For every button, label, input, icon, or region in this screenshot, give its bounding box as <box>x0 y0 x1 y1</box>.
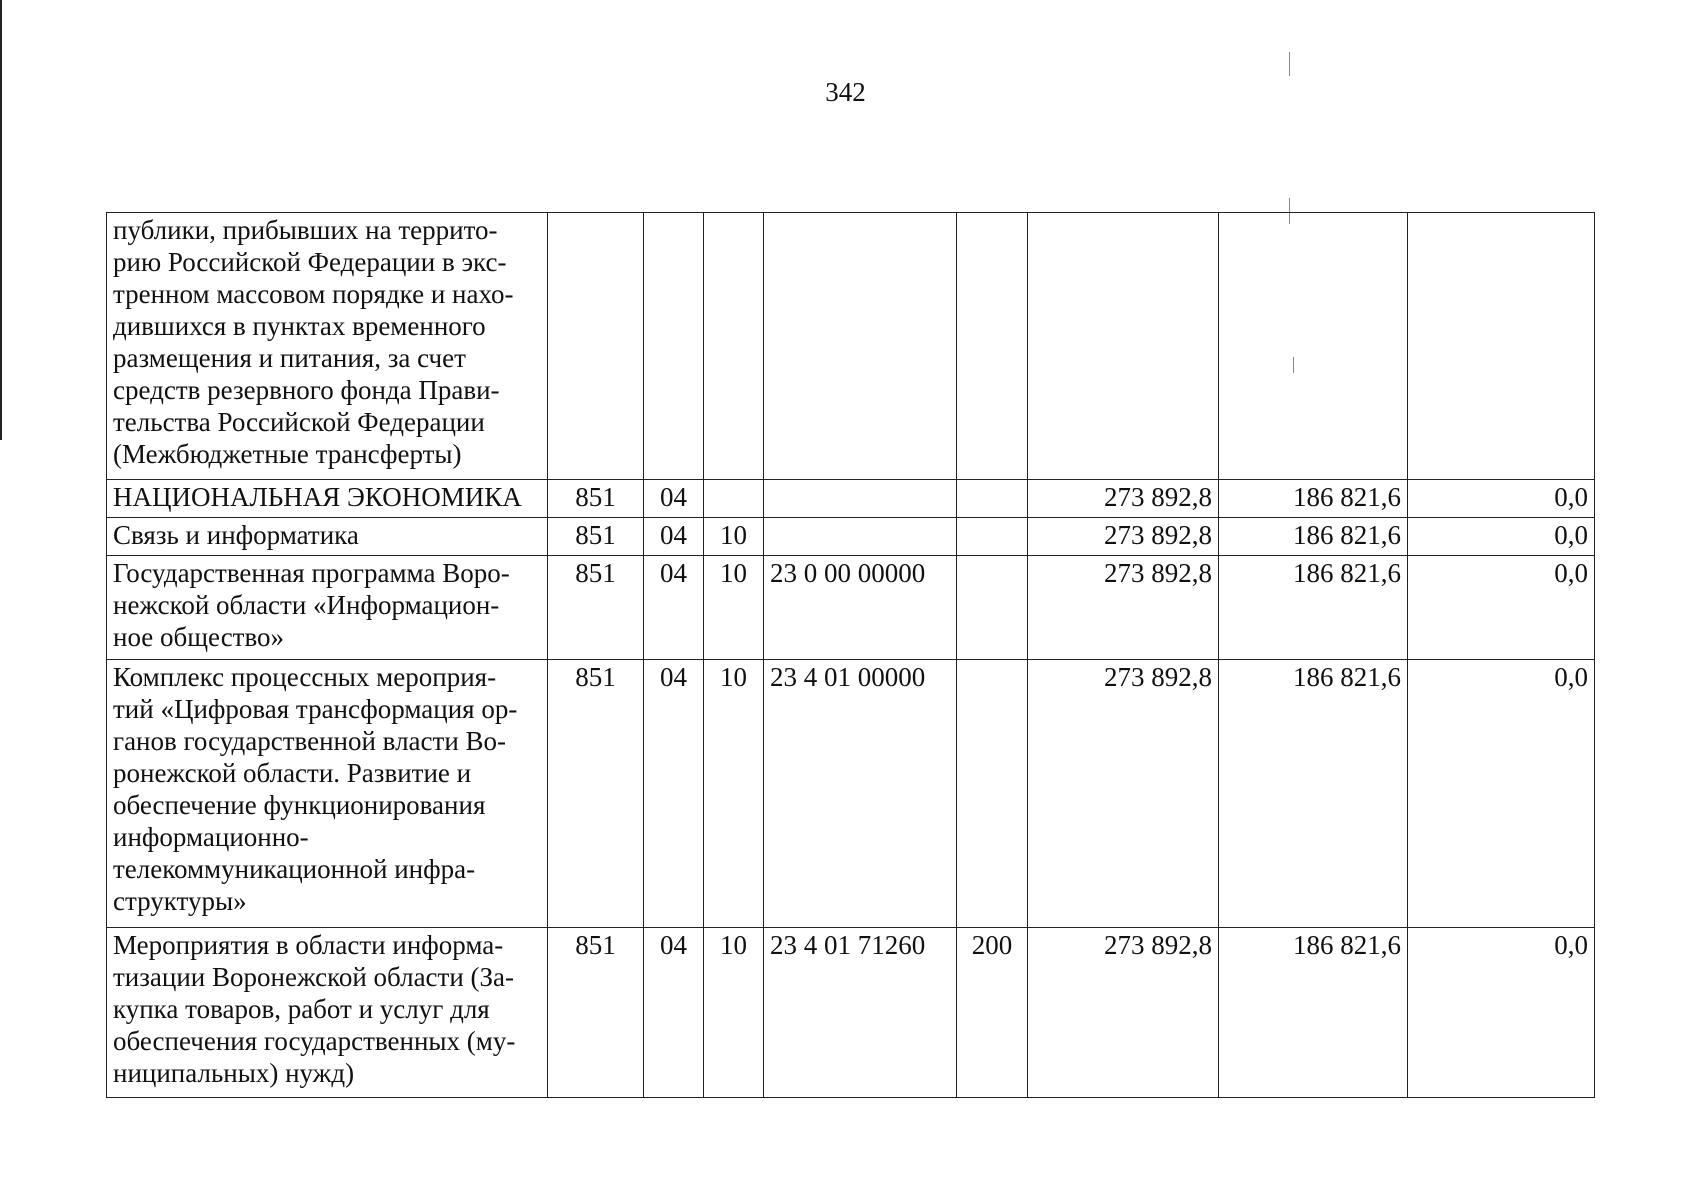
expense-type-cell <box>957 660 1028 928</box>
section-cell: 04 <box>644 556 704 660</box>
amount-3-cell: 0,0 <box>1408 518 1595 556</box>
amount-1-cell: 273 892,8 <box>1028 660 1219 928</box>
expense-type-cell <box>957 480 1028 518</box>
section-cell: 04 <box>644 928 704 1098</box>
row-name-cell: НАЦИОНАЛЬНАЯ ЭКОНОМИКА <box>107 480 548 518</box>
subsection-cell: 10 <box>704 518 764 556</box>
expense-type-cell <box>957 518 1028 556</box>
row-name-cell: публики, прибывших на террито- рию Российской Федерации в экс- тренном массовом порядке и нахо- дившихся в пунктах временного размещения и питания, за счет средств резервного фонда Прави- тельства Российской Федерации (Межбюджетные трансферты) <box>107 213 548 480</box>
target-article-cell <box>764 518 957 556</box>
table-row <box>107 660 1595 928</box>
grbs-cell: 851 <box>548 556 644 660</box>
budget-table-body <box>107 213 1595 1098</box>
section-cell: 04 <box>644 660 704 928</box>
section-cell: 04 <box>644 518 704 556</box>
subsection-cell <box>704 480 764 518</box>
table-row <box>107 518 1595 556</box>
amount-1-cell <box>1028 213 1219 480</box>
page-binding-edge <box>0 0 2 440</box>
amount-3-cell: 0,0 <box>1408 660 1595 928</box>
section-cell: 04 <box>644 480 704 518</box>
table-row <box>107 928 1595 1098</box>
subsection-cell: 10 <box>704 660 764 928</box>
expense-type-cell <box>957 556 1028 660</box>
grbs-cell <box>548 213 644 480</box>
page-number: 342 <box>825 77 866 107</box>
amount-3-cell: 0,0 <box>1408 928 1595 1098</box>
amount-2-cell: 186 821,6 <box>1219 660 1408 928</box>
target-article-cell: 23 0 00 00000 <box>764 556 957 660</box>
subsection-cell: 10 <box>704 556 764 660</box>
table-row <box>107 556 1595 660</box>
amount-2-cell: 186 821,6 <box>1219 518 1408 556</box>
section-cell <box>644 213 704 480</box>
amount-2-cell: 186 821,6 <box>1219 480 1408 518</box>
expense-type-cell <box>957 213 1028 480</box>
grbs-cell: 851 <box>548 928 644 1098</box>
amount-2-cell: 186 821,6 <box>1219 928 1408 1098</box>
row-name-cell: Комплекс процессных мероприя- тий «Цифровая трансформация ор- ганов государственной власти Во- ронежской области. Развитие и обеспечение функционирования информационно- телекоммуникационной инфра- структуры» <box>107 660 548 928</box>
amount-2-cell: 186 821,6 <box>1219 556 1408 660</box>
row-name-cell: Связь и информатика <box>107 518 548 556</box>
row-name-cell: Мероприятия в области информа- тизации Воронежской области (За- купка товаров, работ и услуг для обеспечения государственных (му- ниципальных) нужд) <box>107 928 548 1098</box>
grbs-cell: 851 <box>548 518 644 556</box>
amount-3-cell: 0,0 <box>1408 480 1595 518</box>
row-name-cell: Государственная программа Воро- нежской области «Информацион- ное общество» <box>107 556 548 660</box>
amount-1-cell: 273 892,8 <box>1028 518 1219 556</box>
target-article-cell: 23 4 01 00000 <box>764 660 957 928</box>
amount-1-cell: 273 892,8 <box>1028 480 1219 518</box>
amount-1-cell: 273 892,8 <box>1028 928 1219 1098</box>
grbs-cell: 851 <box>548 480 644 518</box>
table-row <box>107 480 1595 518</box>
subsection-cell <box>704 213 764 480</box>
budget-table <box>106 212 1595 1098</box>
amount-3-cell <box>1408 213 1595 480</box>
table-row <box>107 213 1595 480</box>
scan-artifact-mark <box>1289 52 1290 76</box>
target-article-cell <box>764 213 957 480</box>
expense-type-cell: 200 <box>957 928 1028 1098</box>
amount-2-cell <box>1219 213 1408 480</box>
target-article-cell <box>764 480 957 518</box>
amount-3-cell: 0,0 <box>1408 556 1595 660</box>
amount-1-cell: 273 892,8 <box>1028 556 1219 660</box>
target-article-cell: 23 4 01 71260 <box>764 928 957 1098</box>
subsection-cell: 10 <box>704 928 764 1098</box>
grbs-cell: 851 <box>548 660 644 928</box>
